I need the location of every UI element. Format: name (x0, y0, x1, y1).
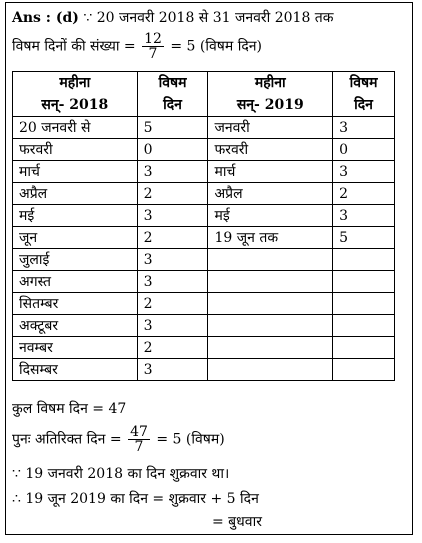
table-cell: 3 (333, 205, 395, 227)
extra-days-prefix: पुनः अतिरिक्त दिन = (12, 431, 122, 448)
table-cell: 2 (137, 183, 208, 205)
extra-days-line (12, 425, 225, 454)
table-cell: फरवरी (13, 139, 138, 161)
table-cell: मई (13, 205, 138, 227)
table-cell: 3 (333, 117, 395, 139)
table-cell: 3 (333, 161, 395, 183)
header-odd-days-2018: विषम दिन (137, 72, 208, 117)
table-header-row (13, 72, 395, 117)
table-cell (333, 293, 395, 315)
therefore-line (12, 489, 259, 508)
odd-days-prefix: विषम दिनों की संख्या = (12, 38, 136, 55)
fraction-47-7 (128, 425, 150, 454)
table-row (13, 359, 395, 381)
date-range-text: 20 जनवरी 2018 से 31 जनवरी 2018 तक (96, 10, 334, 26)
result-line (12, 512, 262, 531)
table-cell: जुलाई (13, 249, 138, 271)
table-cell (208, 337, 333, 359)
therefore-text: 19 जून 2019 का दिन = शुक्रवार + 5 दिन (25, 491, 259, 507)
table-cell: 5 (333, 227, 395, 249)
table-cell (333, 359, 395, 381)
odd-days-line (12, 32, 262, 61)
table-cell (333, 337, 395, 359)
fraction-numerator: 47 (130, 424, 148, 440)
table-cell: 2 (333, 183, 395, 205)
table-cell: जनवरी (208, 117, 333, 139)
table-cell: सितम्बर (13, 293, 138, 315)
table-cell: 5 (137, 117, 208, 139)
table-cell: 20 जनवरी से (13, 117, 138, 139)
table-cell: 3 (137, 315, 208, 337)
table-cell (208, 271, 333, 293)
total-odd-days: कुल विषम दिन = 47 (12, 401, 127, 417)
table-cell: अप्रैल (208, 183, 333, 205)
table-cell: 3 (137, 271, 208, 293)
table-row (13, 227, 395, 249)
because-symbol: ∵ (12, 466, 21, 482)
table-cell: नवम्बर (13, 337, 138, 359)
table-cell: फरवरी (208, 139, 333, 161)
table-cell (333, 315, 395, 337)
table-cell: 0 (333, 139, 395, 161)
table-cell: दिसम्बर (13, 359, 138, 381)
header-odd-days-2019: विषम दिन (333, 72, 395, 117)
given-day-line (12, 464, 229, 483)
table-cell: अक्टूबर (13, 315, 138, 337)
odd-days-table (12, 71, 395, 381)
table-cell (208, 315, 333, 337)
given-day-text: 19 जनवरी 2018 का दिन शुक्रवार था। (25, 466, 230, 482)
table-row (13, 117, 395, 139)
table-cell: अगस्त (13, 271, 138, 293)
table-cell (208, 293, 333, 315)
fraction-12-7 (142, 32, 164, 61)
odd-days-suffix: = 5 (विषम दिन) (170, 38, 262, 55)
table-cell (333, 271, 395, 293)
table-row (13, 293, 395, 315)
fraction-numerator: 12 (144, 31, 162, 47)
table-cell: 0 (137, 139, 208, 161)
table-row (13, 271, 395, 293)
table-cell: मार्च (13, 161, 138, 183)
header-month-2019: महीना सन्- 2019 (208, 72, 333, 117)
table-cell: मई (208, 205, 333, 227)
result-text: = बुधवार (212, 514, 262, 530)
header-month-2018: महीना सन्- 2018 (13, 72, 138, 117)
extra-days-suffix: = 5 (विषम) (156, 431, 225, 448)
table-cell (208, 249, 333, 271)
table-row (13, 183, 395, 205)
table-cell: 2 (137, 227, 208, 249)
table-cell: 2 (137, 337, 208, 359)
fraction-denominator: 7 (148, 46, 158, 62)
table-cell: अप्रैल (13, 183, 138, 205)
answer-line (12, 8, 334, 27)
table-cell: 19 जून तक (208, 227, 333, 249)
table-cell: 3 (137, 205, 208, 227)
table-cell: 3 (137, 249, 208, 271)
table-cell: 3 (137, 359, 208, 381)
table-row (13, 161, 395, 183)
table-row (13, 337, 395, 359)
table-cell: 3 (137, 161, 208, 183)
table-cell: जून (13, 227, 138, 249)
answer-label: Ans : (d) (12, 10, 79, 26)
table-cell: मार्च (208, 161, 333, 183)
table-cell (208, 359, 333, 381)
table-row (13, 205, 395, 227)
table-row (13, 139, 395, 161)
table-cell (333, 249, 395, 271)
table-row (13, 249, 395, 271)
fraction-denominator: 7 (134, 439, 144, 455)
table-cell: 2 (137, 293, 208, 315)
because-symbol: ∵ (83, 10, 93, 26)
table-row (13, 315, 395, 337)
therefore-symbol: ∴ (12, 491, 21, 507)
